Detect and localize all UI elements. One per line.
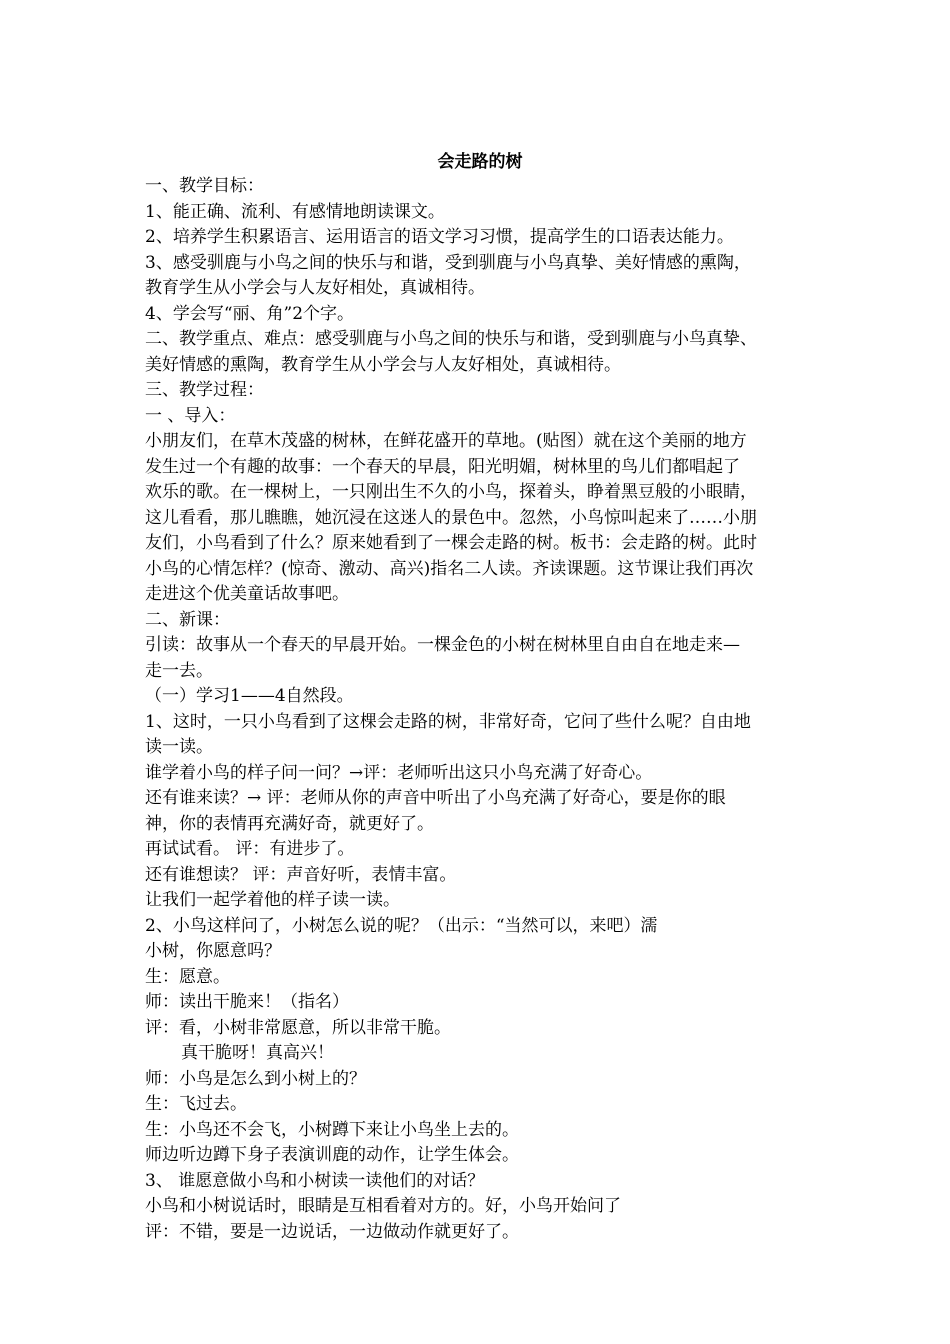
paragraph-line: 谁学着小鸟的样子问一问？→评：老师听出这只小鸟充满了好奇心。 <box>145 762 653 783</box>
paragraph-line: 生：愿意。 <box>145 966 230 987</box>
section-heading-key-points: 二、教学重点、难点：感受驯鹿与小鸟之间的快乐与和谐，受到驯鹿与小鸟真挚、 <box>145 329 757 349</box>
paragraph-line: 3、 谁愿意做小鸟和小树读一读他们的对话？ <box>145 1170 485 1191</box>
paragraph-line: 友们，小鸟看到了什么？原来她看到了一棵会走路的树。板书：会走路的树。此时 <box>145 533 757 553</box>
paragraph-line: 生：小鸟还不会飞，小树蹲下来让小鸟坐上去的。 <box>145 1119 519 1140</box>
paragraph-line: 发生过一个有趣的故事：一个春天的早晨，阳光明媚，树林里的鸟儿们都唱起了 <box>145 456 740 477</box>
paragraph-line: 走一去。 <box>145 660 213 681</box>
paragraph-line: 1、能正确、流利、有感情地朗读课文。 <box>145 201 445 222</box>
paragraph-line: 走进这个优美童话故事吧。 <box>145 584 349 604</box>
paragraph-line: 3、感受驯鹿与小鸟之间的快乐与和谐，受到驯鹿与小鸟真挚、美好情感的熏陶， <box>145 252 751 273</box>
paragraph-line: 真干脆呀！真高兴！ <box>181 1043 334 1063</box>
paragraph-line: 还有谁来读？→ 评：老师从你的声音中听出了小鸟充满了好奇心，要是你的眼 <box>145 788 726 808</box>
paragraph-line: 美好情感的熏陶，教育学生从小学会与人友好相处，真诚相待。 <box>145 354 621 375</box>
paragraph-line: （一）学习1——4自然段。 <box>145 686 354 706</box>
paragraph-line: 再试试看。 评：有进步了。 <box>145 839 355 859</box>
paragraph-line: 小鸟和小树说话时，眼睛是互相看着对方的。好，小鸟开始问了 <box>145 1196 621 1216</box>
paragraph-line: 读一读。 <box>145 737 213 757</box>
paragraph-line: 师：读出干脆来！（指名） <box>145 992 349 1012</box>
paragraph-line: 2、培养学生积累语言、运用语言的语文学习习惯，提高学生的口语表达能力。 <box>145 227 734 247</box>
subsection-heading-intro: 一 、导入： <box>145 405 236 426</box>
paragraph-line: 评：看，小树非常愿意，所以非常干脆。 <box>145 1017 451 1038</box>
paragraph-line: 师：小鸟是怎么到小树上的？ <box>145 1068 366 1089</box>
section-heading-process: 三、教学过程： <box>145 380 264 400</box>
paragraph-line: 教育学生从小学会与人友好相处，真诚相待。 <box>145 278 485 298</box>
paragraph-line: 欢乐的歌。在一棵树上，一只刚出生不久的小鸟，探着头，睁着黑豆般的小眼睛， <box>145 482 757 502</box>
document-title: 会走路的树 <box>437 152 523 172</box>
paragraph-line: 评：不错，要是一边说话，一边做动作就更好了。 <box>145 1221 519 1242</box>
document-body <box>145 174 815 1245</box>
paragraph-line: 4、学会写“丽、角”2个字。 <box>145 303 355 324</box>
paragraph-line: 生：飞过去。 <box>145 1094 247 1114</box>
paragraph-line: 让我们一起学着他的样子读一读。 <box>145 890 400 910</box>
paragraph-line: 师边听边蹲下身子表演训鹿的动作，让学生体会。 <box>145 1145 519 1165</box>
document-page <box>145 150 815 1245</box>
section-heading-objectives: 一、教学目标： <box>145 176 264 196</box>
paragraph-line: 小朋友们，在草木茂盛的树林，在鲜花盛开的草地。(贴图）就在这个美丽的地方 <box>145 431 747 451</box>
paragraph-line: 引读：故事从一个春天的早晨开始。一棵金色的小树在树林里自由自在地走来— <box>145 635 740 655</box>
subsection-heading-new-lesson: 二、新课： <box>145 609 230 630</box>
paragraph-line: 这儿看看，那儿瞧瞧，她沉浸在这迷人的景色中。忽然，小鸟惊叫起来了……小朋 <box>145 507 757 528</box>
paragraph-line: 小鸟的心情怎样？(惊奇、激动、高兴)指名二人读。齐读课题。这节课让我们再次 <box>145 558 754 579</box>
paragraph-line: 2、小鸟这样问了，小树怎么说的呢？（出示：“当然可以，来吧）濡 <box>145 915 658 936</box>
paragraph-line: 神，你的表情再充满好奇，就更好了。 <box>145 813 434 834</box>
paragraph-line: 还有谁想读？ 评：声音好听，表情丰富。 <box>145 864 457 885</box>
paragraph-line: 1、这时，一只小鸟看到了这棵会走路的树，非常好奇，它问了些什么呢？自由地 <box>145 711 751 732</box>
paragraph-line: 小树，你愿意吗？ <box>145 941 281 961</box>
